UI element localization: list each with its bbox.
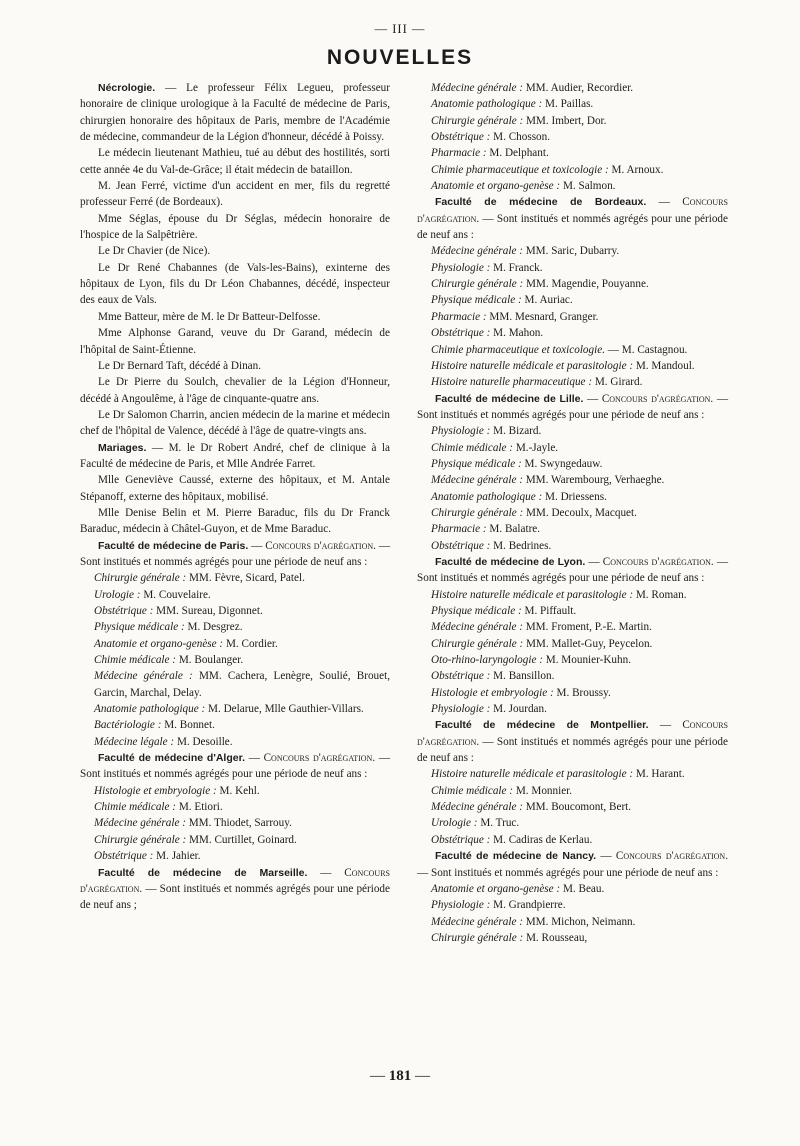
appointees: M. Harant. — [633, 768, 685, 781]
left-column — [80, 80, 390, 914]
paragraph-text: Le Dr René Chabannes (de Vals-les-Bains), exinterne des hôpitaux de Lyon, fils du Dr Léon Chabannes, décédé, inspecteur des eaux de Vals. — [80, 261, 390, 307]
appointment-entry — [80, 619, 390, 635]
appointment-entry — [417, 276, 728, 292]
appointment-entry — [417, 178, 728, 194]
appointment-entry — [417, 783, 728, 799]
concours-label: Concours d'agrégation. — [601, 392, 714, 405]
appointment-entry — [417, 668, 728, 684]
concours-label: Concours d'agrégation. — [80, 866, 390, 895]
appointees: MM. Saric, Dubarry. — [522, 245, 620, 258]
appointees: M. Boulanger. — [176, 654, 244, 667]
news-paragraph — [80, 505, 390, 538]
paragraph-text: Mme Batteur, mère de M. le Dr Batteur-Delfosse. — [98, 310, 321, 323]
appointment-entry — [417, 881, 728, 897]
section-paragraph — [417, 194, 728, 243]
appointees: M. Rousseau, — [523, 931, 588, 944]
specialty-label: Chimie médicale : — [94, 801, 177, 814]
appointees: M. Bizard. — [490, 425, 542, 438]
section-paragraph — [417, 717, 728, 766]
appointees: M. Roman. — [633, 588, 687, 601]
specialty-label: Physique médicale : — [94, 621, 185, 634]
concours-label: Concours d'agrégation. — [602, 555, 714, 568]
appointees: MM. Mesnard, Granger. — [486, 310, 599, 323]
specialty-label: Anatomie pathologique : — [94, 703, 206, 716]
specialty-label: Chimie pharmaceutique et toxicologie : — [431, 163, 609, 176]
specialty-label: Médecine générale : — [431, 474, 523, 487]
concours-label: Concours d'agrégation. — [417, 719, 729, 748]
appointees: M. Paillas. — [542, 98, 594, 111]
appointment-entry — [417, 685, 728, 701]
appointees: M. Jourdan. — [490, 703, 547, 716]
appointment-entry — [417, 587, 728, 603]
appointment-entry — [80, 832, 390, 848]
appointees: M. Monnier. — [513, 784, 573, 797]
specialty-label: Chirurgie générale : — [94, 572, 187, 585]
section-heading: Faculté de médecine de Nancy. — [435, 850, 597, 863]
appointees: MM. Warembourg, Verhaeghe. — [522, 474, 665, 487]
appointment-entry — [417, 129, 728, 145]
specialty-label: Anatomie pathologique : — [431, 98, 543, 111]
appointees: M. Grandpierre. — [490, 899, 566, 912]
specialty-label: Obstétrique : — [431, 539, 491, 552]
specialty-label: Chirurgie générale : — [94, 833, 187, 846]
appointees: M. Bansillon. — [490, 670, 555, 683]
section-paragraph — [417, 554, 728, 587]
appointees: M. Mandoul. — [633, 359, 695, 372]
paragraph-text: — — [585, 555, 603, 568]
specialty-label: Histoire naturelle médicale et parasitologie : — [431, 588, 634, 601]
page-title: NOUVELLES — [326, 46, 474, 69]
specialty-label: Chirurgie générale : — [431, 278, 524, 291]
specialty-label: Urologie : — [94, 588, 141, 601]
paragraph-text: — — [583, 392, 602, 405]
specialty-label: Pharmacie : — [431, 523, 487, 536]
appointment-entry — [417, 603, 728, 619]
section-heading: Faculté de médecine de Montpellier. — [435, 719, 649, 732]
appointees: M. Salmon. — [560, 180, 616, 193]
specialty-label: Physiologie : — [431, 899, 491, 912]
appointment-entry — [80, 717, 390, 733]
appointees: M. Broussy. — [553, 686, 611, 699]
appointment-entry — [417, 766, 728, 782]
appointment-entry — [417, 440, 728, 456]
specialty-label: Chimie médicale : — [431, 784, 514, 797]
appointees: MM. Thiodet, Sarrouy. — [185, 817, 292, 830]
paragraph-text: Mme Séglas, épouse du Dr Séglas, médecin honoraire de l'hospice de la Salpêtrière. — [80, 212, 390, 242]
appointment-entry — [417, 325, 728, 341]
appointees: MM. Cachera, Lenègre, Soulié, Brouet, Garcin, Marchal, Delay. — [94, 670, 390, 699]
appointment-entry — [417, 619, 728, 635]
specialty-label: Chimie médicale : — [431, 441, 514, 454]
appointment-entry — [80, 668, 390, 701]
section-heading: Faculté de médecine de Paris. — [98, 539, 249, 552]
appointees: M. Bedrines. — [490, 539, 552, 552]
section-heading: Faculté de médecine d'Alger. — [98, 752, 245, 765]
specialty-label: Physique médicale : — [431, 605, 522, 617]
specialty-label: Médecine générale : — [431, 245, 523, 258]
appointees: M. Delarue, Mlle Gauthier-Villars. — [205, 703, 364, 716]
specialty-label: Histoire naturelle médicale et parasitologie : — [431, 768, 634, 781]
specialty-label: Physiologie : — [431, 261, 491, 274]
specialty-label: Chirurgie générale : — [431, 114, 524, 127]
specialty-label: Chirurgie générale : — [431, 931, 524, 944]
appointees: M. Etiori. — [176, 801, 223, 814]
news-paragraph — [80, 407, 390, 440]
appointees: M. Delphant. — [486, 147, 549, 160]
section-heading: Faculté de médecine de Bordeaux. — [435, 196, 647, 209]
appointment-entry — [80, 815, 390, 831]
paragraph-text: Le Dr Bernard Taft, décédé à Dinan. — [98, 359, 262, 372]
appointment-entry — [417, 815, 728, 831]
appointees: MM. Sureau, Digonnet. — [153, 605, 263, 617]
specialty-label: Anatomie pathologique : — [431, 490, 543, 503]
specialty-label: Histoire naturelle pharmaceutique : — [431, 376, 593, 389]
specialty-label: Médecine légale : — [94, 735, 175, 748]
paragraph-text: — M. le Dr Robert André, chef de clinique à la Faculté de médecine de Paris, et Mlle Andrée Farret. — [80, 441, 390, 470]
appointment-entry — [417, 456, 728, 472]
specialty-label: Médecine générale : — [431, 801, 523, 814]
appointment-entry — [417, 80, 728, 96]
footer-dash-right: — — [415, 1068, 430, 1084]
appointment-entry — [417, 162, 728, 178]
appointees: M. Truc. — [477, 817, 520, 830]
appointees: M. Piffault. — [521, 605, 577, 617]
appointees: MM. Decoulx, Macquet. — [523, 506, 637, 519]
paragraph-text: — — [596, 850, 616, 863]
specialty-label: Pharmacie : — [431, 147, 487, 160]
news-paragraph — [80, 358, 390, 374]
appointees: MM. Michon, Neimann. — [522, 915, 636, 928]
appointment-entry — [417, 505, 728, 521]
appointment-entry — [417, 472, 728, 488]
specialty-label: Physiologie : — [431, 425, 491, 438]
appointees: M. Desgrez. — [184, 621, 243, 634]
appointment-entry — [417, 243, 728, 259]
specialty-label: Physique médicale : — [431, 294, 522, 307]
appointment-entry — [417, 292, 728, 308]
appointment-entry — [417, 358, 728, 374]
news-paragraph — [80, 178, 390, 211]
appointees: M. Swyngedauw. — [521, 457, 603, 470]
paragraph-tail: — Sont institués et nommés agrégés pour une période de neuf ans : — [80, 752, 391, 781]
specialty-label: Obstétrique : — [431, 670, 491, 683]
paragraph-text: — — [646, 196, 683, 209]
paragraph-text: M. Jean Ferré, victime d'un accident en mer, fils du regretté professeur Ferré (de Bordeaux). — [80, 180, 390, 209]
appointment-entry — [417, 832, 728, 848]
news-paragraph — [80, 309, 390, 325]
appointees: MM. Audier, Recordier. — [522, 82, 634, 94]
footer-dash-left: — — [370, 1068, 385, 1084]
section-paragraph — [80, 80, 390, 145]
appointment-entry — [417, 423, 728, 439]
specialty-label: Obstétrique : — [431, 833, 491, 846]
appointment-entry — [417, 260, 728, 276]
appointment-entry — [80, 848, 390, 864]
section-heading: Mariages. — [98, 441, 147, 454]
specialty-label: Anatomie et organo-genèse : — [94, 637, 224, 650]
paragraph-text: Le médecin lieutenant Mathieu, tué au début des hostilités, sorti cette année 4e du Val-de-Grâce; il était médecin de bataillon. — [80, 147, 390, 176]
specialty-label: Histologie et embryologie : — [431, 686, 554, 699]
page-header-roman-numeral: — III — — [374, 22, 426, 36]
appointees: M. Kehl. — [216, 784, 260, 797]
specialty-label: Physique médicale : — [431, 457, 522, 470]
appointment-entry — [80, 587, 390, 603]
appointees: M. Franck. — [490, 261, 543, 274]
appointment-entry — [80, 570, 390, 586]
specialty-label: Anatomie et organo-genèse : — [431, 882, 561, 895]
appointment-entry — [80, 701, 390, 717]
section-heading: Faculté de médecine de Lille. — [435, 392, 584, 405]
paragraph-text: — — [248, 539, 266, 552]
appointees: M.-Jayle. — [513, 441, 559, 454]
appointment-entry — [417, 309, 728, 325]
page-number: 181 — [388, 1068, 412, 1084]
paragraph-text: Le Dr Pierre du Soulch, chevalier de la Légion d'Honneur, décédé à Angoulême, à l'âge de cinquante-quatre ans. — [80, 376, 390, 405]
appointment-entry — [417, 652, 728, 668]
appointees: MM. Boucomont, Bert. — [522, 801, 632, 814]
appointment-entry — [417, 96, 728, 112]
appointees: M. Bonnet. — [161, 719, 215, 732]
appointment-entry — [417, 914, 728, 930]
appointment-entry — [80, 603, 390, 619]
appointees: MM. Magendie, Pouyanne. — [523, 278, 649, 291]
appointment-entry — [80, 652, 390, 668]
appointment-entry — [417, 538, 728, 554]
appointment-entry — [80, 734, 390, 750]
appointees: M. Arnoux. — [608, 163, 664, 176]
section-paragraph — [80, 538, 390, 571]
paragraph-text: Le Dr Salomon Charrin, ancien médecin de la marine et médecin chef de l'hôpital de Valence, décédé à l'âge de quatre-vingts ans. — [80, 408, 390, 438]
specialty-label: Chimie pharmaceutique et toxicologie. — [431, 343, 605, 356]
section-heading: Faculté de médecine de Lyon. — [435, 555, 586, 568]
specialty-label: Médecine générale : — [94, 817, 186, 830]
appointment-entry — [80, 799, 390, 815]
appointees: M. Balatre. — [486, 523, 541, 536]
appointees: M. Driessens. — [542, 490, 607, 503]
appointees: M. Mounier-Kuhn. — [542, 654, 631, 667]
news-paragraph — [80, 211, 390, 244]
news-paragraph — [80, 145, 390, 178]
paragraph-tail: — Sont institués et nommés agrégés pour une période de neuf ans : — [80, 539, 391, 568]
news-paragraph — [80, 243, 390, 259]
appointment-entry — [417, 489, 728, 505]
concours-label: Concours d'agrégation. — [417, 196, 728, 225]
appointment-entry — [417, 342, 728, 358]
appointees: M. Couvelaire. — [140, 588, 211, 601]
appointment-entry — [417, 897, 728, 913]
appointment-entry — [80, 783, 390, 799]
appointment-entry — [417, 930, 728, 946]
appointment-entry — [417, 145, 728, 161]
paragraph-text: Mlle Denise Belin et M. Pierre Baraduc, fils du Dr Franck Baraduc, médecin à Châtel-Guyon, et de Mme Baraduc. — [80, 506, 390, 536]
section-heading: Faculté de médecine de Marseille. — [98, 866, 308, 879]
appointees: M. Mahon. — [490, 327, 544, 340]
specialty-label: Médecine générale : — [431, 82, 523, 94]
appointees: — M. Castagnou. — [605, 343, 688, 356]
specialty-label: Bactériologie : — [94, 719, 162, 732]
specialty-label: Anatomie et organo-genèse : — [431, 180, 561, 193]
section-paragraph — [80, 440, 390, 473]
specialty-label: Urologie : — [431, 817, 478, 830]
appointment-entry — [417, 636, 728, 652]
specialty-label: Obstétrique : — [431, 131, 491, 144]
specialty-label: Obstétrique : — [94, 605, 154, 617]
appointees: M. Chosson. — [490, 131, 551, 144]
appointment-entry — [417, 799, 728, 815]
specialty-label: Obstétrique : — [94, 850, 154, 863]
appointment-entry — [417, 701, 728, 717]
appointees: M. Auriac. — [521, 294, 573, 307]
paragraph-text: — — [245, 752, 264, 765]
news-paragraph — [80, 472, 390, 505]
specialty-label: Médecine générale : — [94, 670, 193, 683]
appointment-entry — [417, 113, 728, 129]
specialty-label: Chirurgie générale : — [431, 637, 524, 650]
paragraph-text: — Le professeur Félix Legueu, professeur honoraire de clinique urologique à la Faculté de médecine de Paris, chirurgien honoraire des hôpitaux de Paris, membre de l'Académie de médecine, commandeur de la Légion d'honneur, décédé à Poissy. — [80, 82, 390, 144]
concours-label: Concours d'agrégation. — [265, 539, 376, 552]
specialty-label: Médecine générale : — [431, 621, 523, 634]
specialty-label: Chirurgie générale : — [431, 506, 524, 519]
specialty-label: Histoire naturelle médicale et parasitologie : — [431, 359, 634, 372]
specialty-label: Médecine générale : — [431, 915, 523, 928]
appointees: M. Girard. — [592, 376, 643, 389]
appointment-entry — [417, 374, 728, 390]
concours-label: Concours d'agrégation. — [615, 850, 728, 863]
specialty-label: Obstétrique : — [431, 327, 491, 340]
appointees: MM. Curtillet, Goinard. — [186, 833, 297, 846]
concours-label: Concours d'agrégation. — [263, 752, 376, 765]
appointees: MM. Fèvre, Sicard, Patel. — [186, 572, 305, 585]
appointees: M. Cordier. — [223, 637, 278, 650]
appointment-entry — [80, 636, 390, 652]
paragraph-tail: — Sont institués et nommés agrégés pour une période de neuf ans : — [417, 866, 719, 879]
appointees: MM. Imbert, Dor. — [523, 114, 607, 127]
appointees: MM. Mallet-Guy, Peycelon. — [523, 637, 653, 650]
section-paragraph — [417, 848, 728, 881]
appointment-entry — [417, 521, 728, 537]
paragraph-text: Mlle Geneviève Caussé, externe des hôpitaux, et M. Antale Stépanoff, externe des hôpitaux, mobilisé. — [80, 474, 390, 503]
section-heading: Nécrologie. — [98, 82, 156, 94]
paragraph-tail: — Sont institués et nommés agrégés pour une période de neuf ans : — [417, 212, 728, 242]
specialty-label: Chimie médicale : — [94, 654, 177, 667]
specialty-label: Physiologie : — [431, 703, 491, 716]
appointees: M. Jahier. — [153, 850, 201, 863]
specialty-label: Oto-rhino-laryngologie : — [431, 654, 543, 667]
paragraph-tail: — Sont institués et nommés agrégés pour une période de neuf ans : — [417, 392, 729, 421]
paragraph-text: Mme Alphonse Garand, veuve du Dr Garand, médecin de l'hôpital de Saint-Étienne. — [80, 327, 390, 356]
section-paragraph — [80, 865, 390, 914]
appointees: M. Cadiras de Kerlau. — [490, 833, 593, 846]
appointees: M. Desoille. — [174, 735, 233, 748]
news-paragraph — [80, 260, 390, 309]
paragraph-tail: — Sont institués et nommés agrégés pour une période de neuf ans : — [417, 735, 728, 765]
news-paragraph — [80, 374, 390, 407]
paragraph-text: — — [648, 719, 683, 732]
appointees: MM. Froment, P.-E. Martin. — [522, 621, 652, 634]
right-column — [417, 80, 728, 946]
section-paragraph — [80, 750, 390, 783]
section-paragraph — [417, 391, 728, 424]
paragraph-tail: — Sont institués et nommés agrégés pour une période de neuf ans ; — [80, 882, 390, 912]
specialty-label: Histologie et embryologie : — [94, 784, 217, 797]
news-paragraph — [80, 325, 390, 358]
paragraph-text: — — [307, 866, 345, 879]
page-footer — [0, 1068, 800, 1085]
appointees: M. Beau. — [560, 882, 605, 895]
paragraph-text: Le Dr Chavier (de Nice). — [98, 245, 211, 258]
specialty-label: Pharmacie : — [431, 310, 487, 323]
paragraph-tail: — Sont institués et nommés agrégés pour une période de neuf ans : — [417, 555, 729, 585]
